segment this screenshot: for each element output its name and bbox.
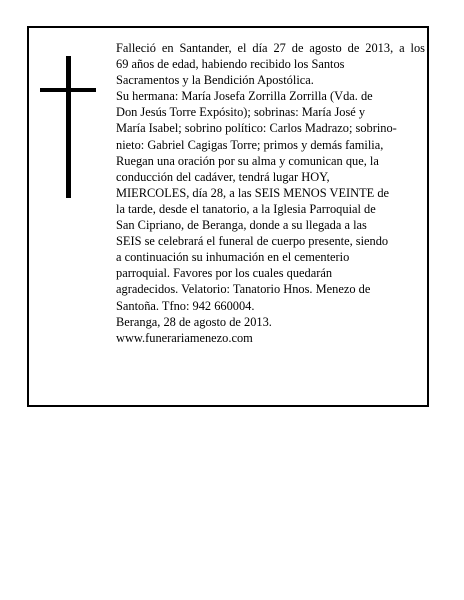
obituary-line: Ruegan una oración por su alma y comunican que, la bbox=[116, 153, 379, 168]
obituary-line: MIERCOLES, día 28, a las SEIS MENOS VEINTE de bbox=[116, 185, 390, 200]
obituary-line: a continuación su inhumación en el cementerio bbox=[116, 250, 350, 265]
obituary-line: Falleció en Santander, el día 27 de agosto de 2013, a los bbox=[116, 41, 425, 55]
obituary-date: Beranga, 28 de agosto de 2013. bbox=[116, 314, 272, 329]
cross-icon bbox=[40, 56, 96, 198]
obituary-line: María Isabel; sobrino político: Carlos Madrazo; sobrino- bbox=[116, 121, 397, 136]
obituary-line: la tarde, desde el tanatorio, a la Iglesia Parroquial de bbox=[116, 201, 376, 216]
obituary-line: Su hermana: María Josefa Zorrilla Zorrilla (Vda. de bbox=[116, 89, 373, 104]
obituary-line: Don Jesús Torre Expósito); sobrinas: María José y bbox=[116, 105, 366, 120]
funeral-home-website-link[interactable]: www.funerariamenezo.com bbox=[116, 330, 253, 345]
obituary-line: conducción del cadáver, tendrá lugar HOY, bbox=[116, 169, 330, 184]
obituary-line: Santoña. Tfno: 942 660004. bbox=[116, 298, 255, 313]
obituary-line: agradecidos. Velatorio: Tanatorio Hnos. Menezo de bbox=[116, 282, 371, 297]
obituary-line: SEIS se celebrará el funeral de cuerpo presente, siendo bbox=[116, 234, 389, 249]
obituary-notice-frame bbox=[27, 26, 429, 407]
obituary-line: parroquial. Favores por los cuales quedarán bbox=[116, 266, 333, 281]
obituary-line: 69 años de edad, habiendo recibido los Santos bbox=[116, 57, 345, 72]
obituary-line: nieto: Gabriel Cagigas Torre; primos y demás familia, bbox=[116, 137, 384, 152]
obituary-line: Sacramentos y la Bendición Apostólica. bbox=[116, 73, 314, 88]
obituary-line: San Cipriano, de Beranga, donde a su llegada a las bbox=[116, 218, 367, 233]
obituary-text bbox=[116, 40, 425, 346]
